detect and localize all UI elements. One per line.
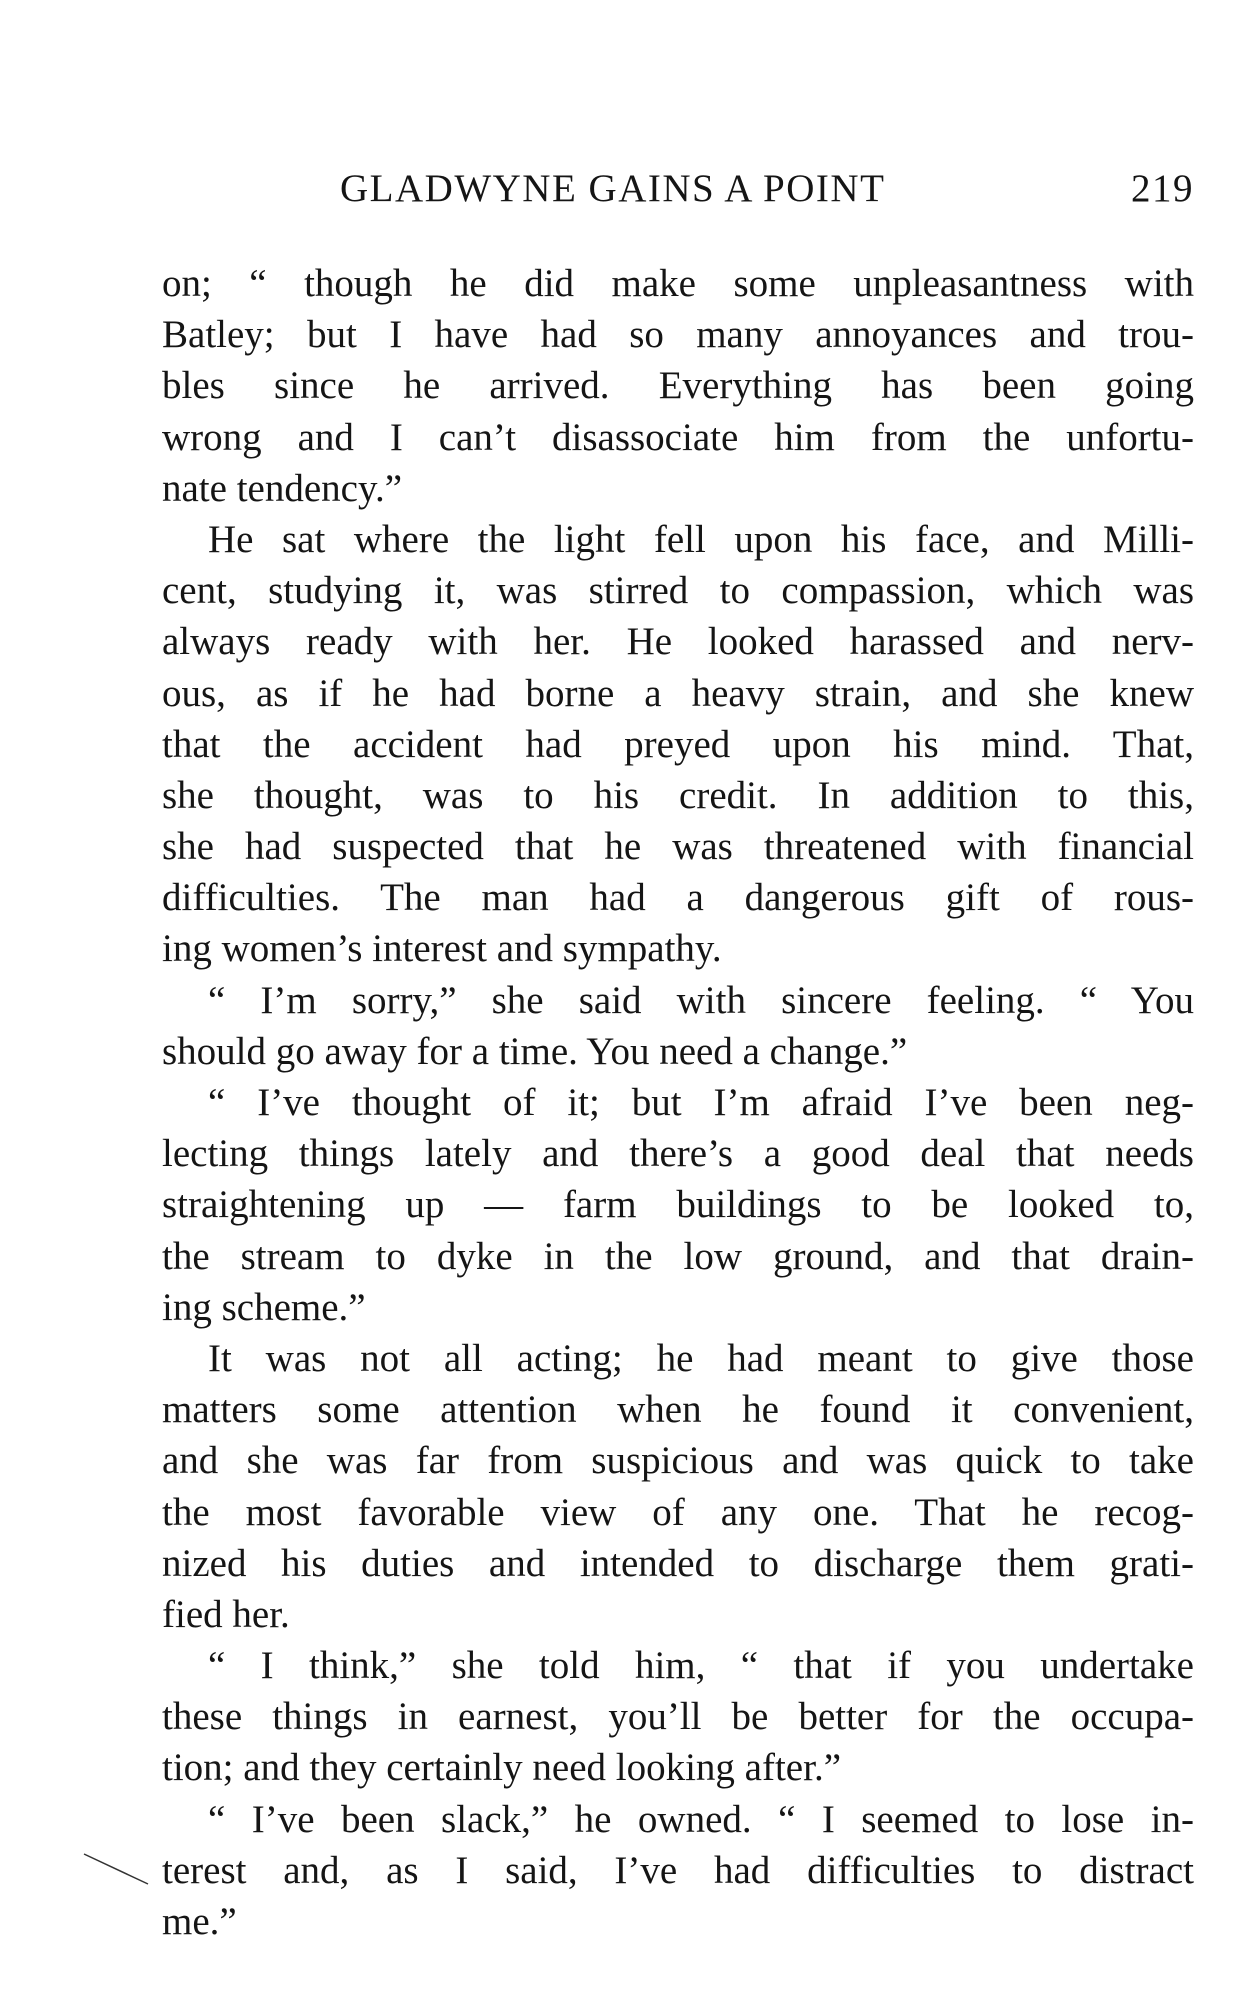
text-line: that the accident had preyed upon his mind. That, bbox=[162, 722, 1194, 766]
text-line: It was not all acting; he had meant to give those bbox=[208, 1336, 1194, 1380]
text-line: “ I’m sorry,” she said with sincere feeling. “ You bbox=[208, 978, 1194, 1022]
text-line: straightening up — farm buildings to be looked to, bbox=[162, 1183, 1194, 1227]
text-line: He sat where the light fell upon his face, and Milli- bbox=[208, 517, 1194, 561]
text-line: wrong and I can’t disassociate him from the unfortu- bbox=[162, 415, 1194, 459]
text-line: difficulties. The man had a dangerous gift of rous- bbox=[162, 876, 1194, 920]
text-line: these things in earnest, you’ll be better for the occupa- bbox=[162, 1695, 1194, 1739]
text-line: the most favorable view of any one. That he recog- bbox=[162, 1490, 1194, 1534]
text-line: she had suspected that he was threatened with financial bbox=[162, 825, 1194, 869]
text-line: Batley; but I have had so many annoyances and trou- bbox=[162, 313, 1194, 357]
text-line: nized his duties and intended to discharge them grati- bbox=[162, 1541, 1194, 1585]
text-line: matters some attention when he found it convenient, bbox=[162, 1388, 1194, 1432]
running-title: GLADWYNE GAINS A POINT bbox=[340, 167, 886, 210]
text-line: tion; and they certainly need looking after.” bbox=[162, 1746, 842, 1790]
text-line: nate tendency.” bbox=[162, 466, 402, 510]
text-line: “ I’ve been slack,” he owned. “ I seemed to lose in- bbox=[208, 1797, 1194, 1841]
text-line: always ready with her. He looked harassed and nerv- bbox=[162, 620, 1194, 664]
text-line: me.” bbox=[162, 1900, 237, 1943]
text-line: cent, studying it, was stirred to compassion, which was bbox=[162, 569, 1194, 613]
text-line: “ I think,” she told him, “ that if you undertake bbox=[208, 1644, 1194, 1688]
text-line: and she was far from suspicious and was quick to take bbox=[162, 1439, 1194, 1483]
body-text bbox=[162, 258, 1194, 1947]
text-line: she thought, was to his credit. In addition to this, bbox=[162, 773, 1194, 817]
text-line: the stream to dyke in the low ground, and that drain- bbox=[162, 1234, 1194, 1278]
text-line: lecting things lately and there’s a good deal that needs bbox=[162, 1132, 1194, 1176]
text-line: fied her. bbox=[162, 1592, 290, 1636]
text-line: ing scheme.” bbox=[162, 1285, 366, 1329]
text-line: terest and, as I said, I’ve had difficulties to distract bbox=[162, 1848, 1194, 1892]
text-line: ous, as if he had borne a heavy strain, and she knew bbox=[162, 671, 1194, 715]
running-head bbox=[162, 160, 1194, 220]
text-line: ing women’s interest and sympathy. bbox=[162, 927, 722, 971]
margin-pencil-mark bbox=[82, 1852, 154, 1886]
text-line: “ I’ve thought of it; but I’m afraid I’ve been neg- bbox=[208, 1081, 1194, 1124]
page-number: 219 bbox=[1131, 167, 1194, 210]
text-line: should go away for a time. You need a change.” bbox=[162, 1029, 908, 1073]
text-line: on; “ though he did make some unpleasantness with bbox=[162, 262, 1194, 305]
text-line: bles since he arrived. Everything has been going bbox=[162, 364, 1194, 408]
